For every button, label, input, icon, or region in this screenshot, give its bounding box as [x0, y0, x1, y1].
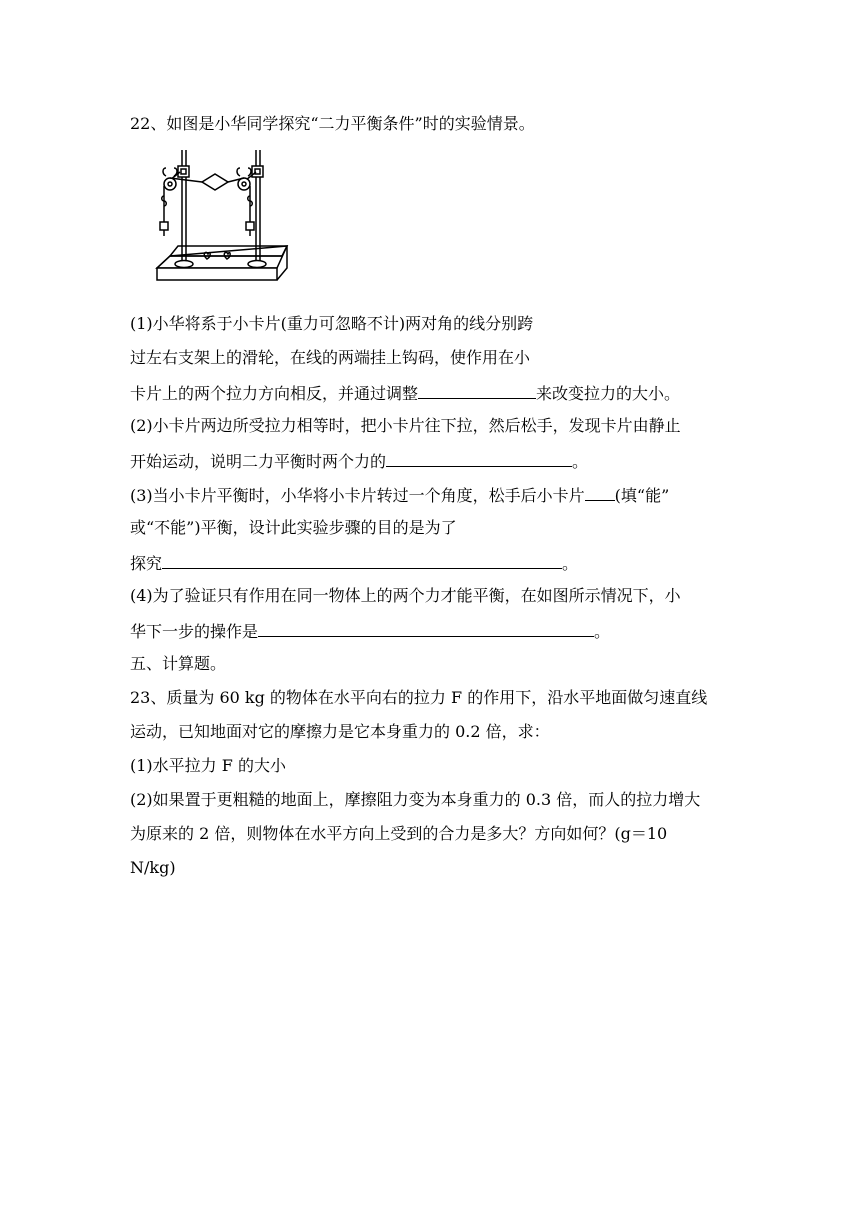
left-stand-foot: [175, 261, 193, 268]
q22-part2-text-a: 开始运动，说明二力平衡时两个力的: [130, 452, 387, 471]
answer-blank-1[interactable]: [418, 382, 536, 399]
q23-line6: N/kg): [130, 858, 176, 877]
q22-part3-text-d: 。: [562, 554, 579, 573]
q22-part1-line3: [130, 382, 680, 404]
q22-part3-line2: 或“不能”)平衡，设计此实验步骤的目的是为了: [130, 518, 457, 537]
q22-part3-line3: [130, 552, 578, 574]
q22-part3-line1: [130, 484, 669, 506]
answer-blank-5[interactable]: [258, 620, 594, 637]
q23-line4: (2)如果置于更粗糙的地面上，摩擦阻力变为本身重力的 0.3 倍，而人的拉力增大: [130, 790, 701, 809]
right-hook-weight: [246, 222, 254, 230]
right-stand-foot: [248, 261, 266, 268]
answer-blank-2[interactable]: [386, 450, 572, 467]
q22-part1-line1: (1)小华将系于小卡片(重力可忽略不计)两对角的线分别跨: [130, 314, 534, 333]
q23-line5: 为原来的 2 倍，则物体在水平方向上受到的合力是多大？方向如何？(g＝10: [130, 824, 668, 843]
q22-title: 22、如图是小华同学探究“二力平衡条件”时的实验情景。: [130, 114, 535, 133]
left-hook-weight: [160, 222, 168, 230]
q23-line1: 23、质量为 60 kg 的物体在水平向右的拉力 F 的作用下，沿水平地面做匀速直线: [130, 688, 708, 707]
left-clamp: [178, 166, 189, 177]
answer-blank-4[interactable]: [162, 552, 562, 569]
q22-part1-line2: 过左右支架上的滑轮，在线的两端挂上钩码，使作用在小: [130, 348, 531, 367]
q22-part4-line1: (4)为了验证只有作用在同一物体上的两个力才能平衡，在如图所示情况下，小: [130, 586, 681, 605]
q23-line2: 运动，已知地面对它的摩擦力是它本身重力的 0.2 倍，求：: [130, 722, 550, 741]
q23-line3: (1)水平拉力 F 的大小: [130, 756, 286, 775]
small-card: [202, 174, 228, 190]
base-board-edge: [157, 268, 277, 280]
q22-part4-text-a: 华下一步的操作是: [130, 622, 259, 641]
q22-part2-text-b: 。: [572, 452, 589, 471]
left-pulley: [164, 178, 176, 190]
answer-blank-3[interactable]: [585, 484, 615, 501]
q22-part4-line2: [130, 620, 610, 642]
right-clamp: [252, 166, 263, 177]
q22-part4-text-b: 。: [594, 622, 611, 641]
q22-part1-text-b: 来改变拉力的大小。: [536, 384, 681, 403]
q22-part2-line1: (2)小卡片两边所受拉力相等时，把小卡片往下拉，然后松手，发现卡片由静止: [130, 416, 681, 435]
section5-heading: 五、计算题。: [130, 654, 227, 673]
experiment-figure: [152, 146, 292, 288]
q22-part3-text-b: (填“能”: [614, 486, 670, 505]
q22-part1-text-a: 卡片上的两个拉力方向相反，并通过调整: [130, 384, 419, 403]
q22-part3-text-c: 探究: [130, 554, 163, 573]
q22-part2-line2: [130, 450, 588, 472]
q22-part3-text-a: (3)当小卡片平衡时，小华将小卡片转过一个角度，松手后小卡片: [130, 486, 585, 505]
